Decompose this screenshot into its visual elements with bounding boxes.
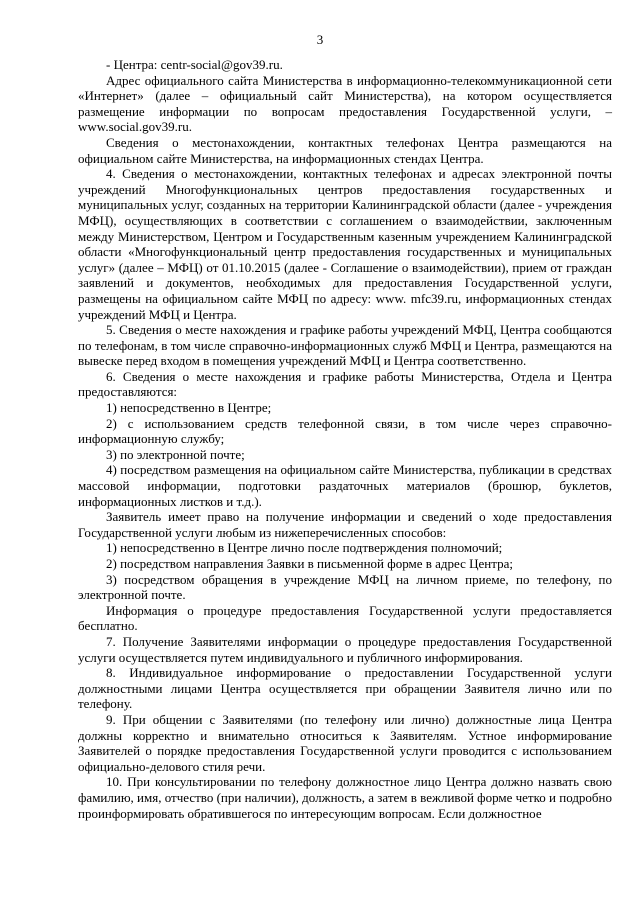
list-item: 1) непосредственно в Центре лично после подтверждения полномочий; [106,540,503,556]
list-item: 4) посредством размещения на официальном сайте Министерства, публикации в средствах массовой информации, подготовки раздаточных материалов (брошюр, буклетов, информационных листков и т.д.). [78,462,612,509]
paragraph: 8. Индивидуальное информирование о предоставлении Государственной услуги должностными лицами Центра осуществляется при обращении Заявителя лично или по телефону. [78,665,612,712]
paragraph: Сведения о местонахождении, контактных телефонах Центра размещаются на официальном сайте Министерства, на информационных стендах Центра. [78,134,612,166]
paragraph: Адрес официального сайта Министерства в информационно-телекоммуникационной сети «Интернет» (далее – официальный сайт Министерства), на котором осуществляется размещение информации по вопросам предоставления Государственной услуги, – www.social.gov39.ru. [78,72,612,135]
paragraph: 10. При консультировании по телефону должностное лицо Центра должно назвать свою фамилию, имя, отчество (при наличии), должность, а затем в вежливой форме четко и подробно проинформировать обратившегося по интересующим вопросам. Если должностное [78,774,612,821]
paragraph: Информация о процедуре предоставления Государственной услуги предоставляется бесплатно. [78,602,612,634]
page-number: 3 [316,32,324,47]
list-item: 1) непосредственно в Центре; [106,400,272,416]
list-item: 3) по электронной почте; [106,446,245,462]
list-item: 3) посредством обращения в учреждение МФЦ на личном приеме, по телефону, по электронной почте. [78,571,612,603]
paragraph: - Центра: centr-social@gov39.ru. [106,57,283,72]
paragraph: 6. Сведения о месте нахождения и графике работы Министерства, Отдела и Центра предоставляются: [78,368,612,400]
paragraph: 9. При общении с Заявителями (по телефону или лично) должностные лица Центра должны корректно и внимательно относиться к Заявителям. Устное информирование Заявителей о порядке предоставления Государственной услуги проводится с использованием официально-делового стиля речи. [78,711,612,774]
paragraph: 7. Получение Заявителями информации о процедуре предоставления Государственной услуги осуществляется путем индивидуального и публичного информирования. [78,633,612,665]
paragraph: 4. Сведения о местонахождении, контактных телефонах и адресах электронной почты учреждений Многофункциональных центров предоставления государственных и муниципальных услуг, созданных на территории Калининградской области (далее - учреждения МФЦ), осуществляющих в соответствии с соглашением о взаимодействии, заключенным между Министерством, Центром и Государственным казенным учреждением Калининградской области «Многофункциональный центр предоставления государственных и муниципальных услуг» (далее – МФЦ) от 01.10.2015 (далее - Соглашение о взаимодействии), прием от граждан заявлений и документов, необходимых для предоставления Государственной услуги, размещены на официальном сайте МФЦ по адресу: www. mfc39.ru, информационных стендах учреждений МФЦ и Центра. [78,166,612,322]
list-item: 2) с использованием средств телефонной связи, в том числе через справочно-информационную службу; [78,415,612,447]
document-body [78,57,612,821]
paragraph: 5. Сведения о месте нахождения и графике работы учреждений МФЦ, Центра сообщаются по телефонам, в том числе справочно-информационных служб МФЦ и Центра, размещаются на вывеске перед входом в помещения учреждений МФЦ и Центра соответственно. [78,322,612,369]
list-item: 2) посредством направления Заявки в письменной форме в адрес Центра; [106,556,513,571]
paragraph: Заявитель имеет право на получение информации и сведений о ходе предоставления Государственной услуги любым из нижеперечисленных способов: [78,509,612,540]
